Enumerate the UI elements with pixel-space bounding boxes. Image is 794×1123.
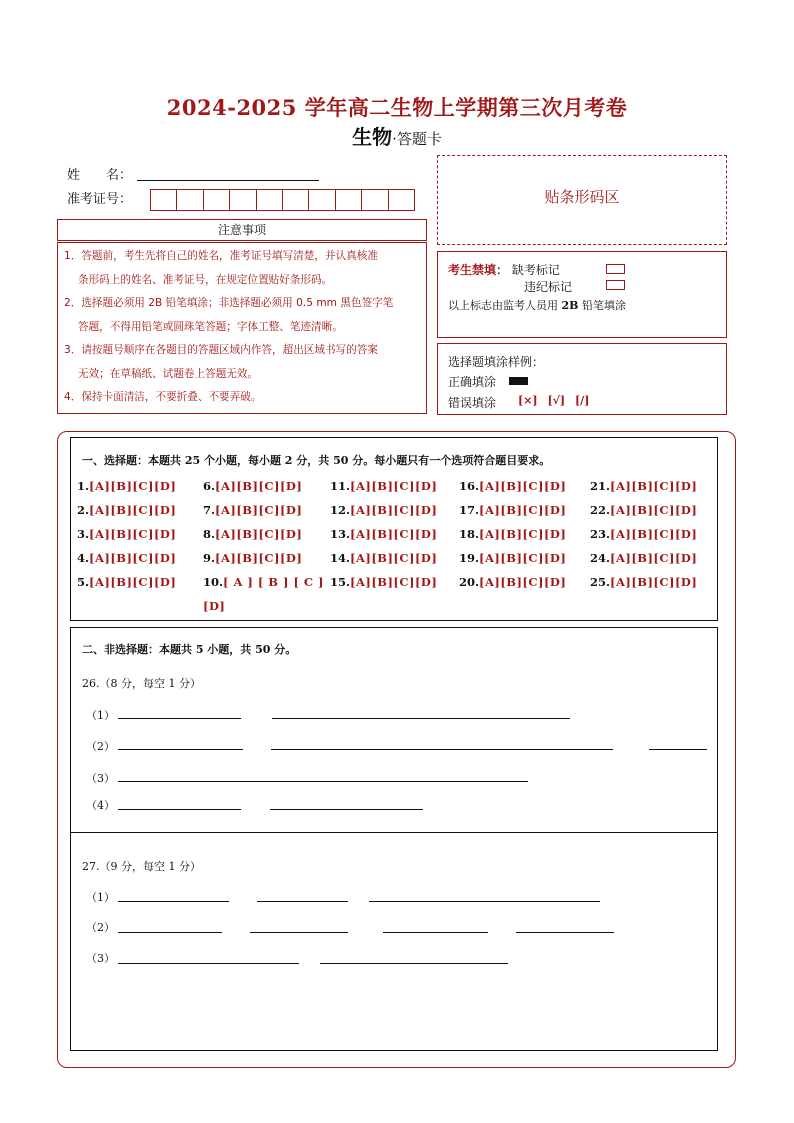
question-2[interactable]: 2.[A][B][C][D] — [77, 503, 177, 517]
notice-heading: 注意事项 — [57, 219, 427, 241]
question-12[interactable]: 12.[A][B][C][D] — [330, 503, 438, 517]
q27-2-blank-c[interactable] — [383, 932, 488, 933]
q27-2-blank-d[interactable] — [516, 932, 614, 933]
notice-item-4: 4．保持卡面清洁，不要折叠、不要弄破。 — [64, 391, 262, 403]
subtitle — [0, 121, 794, 150]
question-19[interactable]: 19.[A][B][C][D] — [459, 551, 567, 565]
question-4[interactable]: 4.[A][B][C][D] — [77, 551, 177, 565]
q26-2-blank-a[interactable] — [118, 749, 243, 750]
q26-3-blank-a[interactable] — [118, 781, 528, 782]
name-label: 姓 名： — [67, 168, 133, 183]
question-17[interactable]: 17.[A][B][C][D] — [459, 503, 567, 517]
q26-title: 26.（8 分，每空 1 分） — [82, 677, 201, 690]
q27-2-blank-a[interactable] — [118, 932, 222, 933]
multiple-choice-section — [70, 437, 718, 621]
q26-part-3: （3） — [86, 772, 115, 785]
q27-part-3: （3） — [86, 952, 115, 965]
examiner-only-box — [437, 251, 727, 338]
question-9[interactable]: 9.[A][B][C][D] — [203, 551, 303, 565]
question-5[interactable]: 5.[A][B][C][D] — [77, 575, 177, 589]
section2-heading: 二、非选择题：本题共 5 小题，共 50 分。 — [82, 643, 297, 656]
q26-4-blank-b[interactable] — [270, 809, 423, 810]
violation-label: 违纪标记 — [524, 280, 573, 294]
q27-2-blank-b[interactable] — [250, 932, 348, 933]
question-10[interactable]: 10.[ A ] [ B ] [ C ] — [203, 575, 324, 589]
wrong-fill-label: 错误填涂 — [448, 396, 497, 410]
section1-heading: 一、选择题：本题共 25 个小题，每小题 2 分，共 50 分。每小题只有一个选项符合题目要求。 — [82, 454, 551, 467]
notice-item-2: 2．选择题必须用 2B 铅笔填涂；非选择题必须用 0.5 mm 黑色签字笔 — [64, 297, 394, 309]
wrong-fill-marks: [×] [√] [/] — [518, 394, 590, 407]
question-18[interactable]: 18.[A][B][C][D] — [459, 527, 567, 541]
question-14[interactable]: 14.[A][B][C][D] — [330, 551, 438, 565]
sample-title: 选择题填涂样例： — [448, 355, 545, 369]
q26-4-blank-a[interactable] — [118, 809, 241, 810]
q26-2-blank-c[interactable] — [649, 749, 707, 750]
question-13[interactable]: 13.[A][B][C][D] — [330, 527, 438, 541]
name-field[interactable] — [137, 180, 319, 181]
absent-mark-box[interactable] — [606, 264, 625, 274]
notice-item-3: 3．请按题号顺序在各题目的答题区域内作答，超出区域书写的答案 — [64, 344, 378, 356]
question-20[interactable]: 20.[A][B][C][D] — [459, 575, 567, 589]
q27-3-blank-a[interactable] — [118, 963, 299, 964]
barcode-area: 贴条形码区 — [437, 155, 727, 245]
question-16[interactable]: 16.[A][B][C][D] — [459, 479, 567, 493]
question-21[interactable]: 21.[A][B][C][D] — [590, 479, 698, 493]
q26-1-blank-b[interactable] — [272, 718, 570, 719]
q27-1-blank-b[interactable] — [257, 901, 348, 902]
fill-sample-box — [437, 343, 727, 415]
question-24[interactable]: 24.[A][B][C][D] — [590, 551, 698, 565]
q26-part-1: （1） — [86, 709, 115, 722]
question-7[interactable]: 7.[A][B][C][D] — [203, 503, 303, 517]
violation-mark-box[interactable] — [606, 280, 625, 290]
question-11[interactable]: 11.[A][B][C][D] — [330, 479, 438, 493]
subtitle-dot: · — [392, 130, 397, 148]
q26-1-blank-a[interactable] — [118, 718, 241, 719]
question-15[interactable]: 15.[A][B][C][D] — [330, 575, 438, 589]
id-number-boxes[interactable] — [150, 189, 415, 211]
card-label: 答题卡 — [396, 130, 442, 148]
notice-box: 1．答题前，考生先将自己的姓名，准考证号填写清楚，并认真核准 条形码上的姓名、准考证号，在规定位置贴好条形码。 2．选择题必须用 2B 铅笔填涂；非选择题必须用 0.5 mm 黑色签字笔 答题，不得用铅笔或圆珠笔答题；字体工整、笔迹清晰。 3．请按题号顺序在各题目的答题区域内作答，超出区域书写的答案 无效；在草稿纸、试题卷上答题无效。 4．保持卡面清洁，不要折叠、不要弄破。 — [57, 242, 427, 414]
forbid-note: 以上标志由监考人员用 2B 铅笔填涂 — [448, 299, 626, 312]
exam-title: 2024-2025 学年高二生物上学期第三次月考卷 — [166, 95, 628, 120]
q26-part-4: （4） — [86, 799, 115, 812]
forbid-label: 考生禁填： — [448, 263, 509, 277]
q27-1-blank-c[interactable] — [369, 901, 600, 902]
q27-3-blank-b[interactable] — [320, 963, 508, 964]
question-23[interactable]: 23.[A][B][C][D] — [590, 527, 698, 541]
free-response-section — [70, 627, 718, 1051]
question-22[interactable]: 22.[A][B][C][D] — [590, 503, 698, 517]
question-10-option-d[interactable]: [D] — [203, 599, 226, 613]
correct-fill-label: 正确填涂 — [448, 375, 497, 389]
question-1[interactable]: 1.[A][B][C][D] — [77, 479, 177, 493]
question-25[interactable]: 25.[A][B][C][D] — [590, 575, 698, 589]
q26-part-2: （2） — [86, 740, 115, 753]
q27-part-1: （1） — [86, 891, 115, 904]
question-3[interactable]: 3.[A][B][C][D] — [77, 527, 177, 541]
id-label: 准考证号： — [67, 192, 133, 207]
question-6[interactable]: 6.[A][B][C][D] — [203, 479, 303, 493]
correct-fill-mark — [509, 377, 528, 385]
q26-2-blank-b[interactable] — [271, 749, 613, 750]
question-8[interactable]: 8.[A][B][C][D] — [203, 527, 303, 541]
q27-part-2: （2） — [86, 921, 115, 934]
absent-label: 缺考标记 — [511, 263, 560, 277]
q27-1-blank-a[interactable] — [118, 901, 229, 902]
notice-item-1: 1．答题前，考生先将自己的姓名，准考证号填写清楚，并认真核准 — [64, 250, 378, 262]
subject-label: 生物 — [352, 125, 393, 149]
question-divider — [71, 832, 717, 833]
q27-title: 27.（9 分，每空 1 分） — [82, 860, 201, 873]
